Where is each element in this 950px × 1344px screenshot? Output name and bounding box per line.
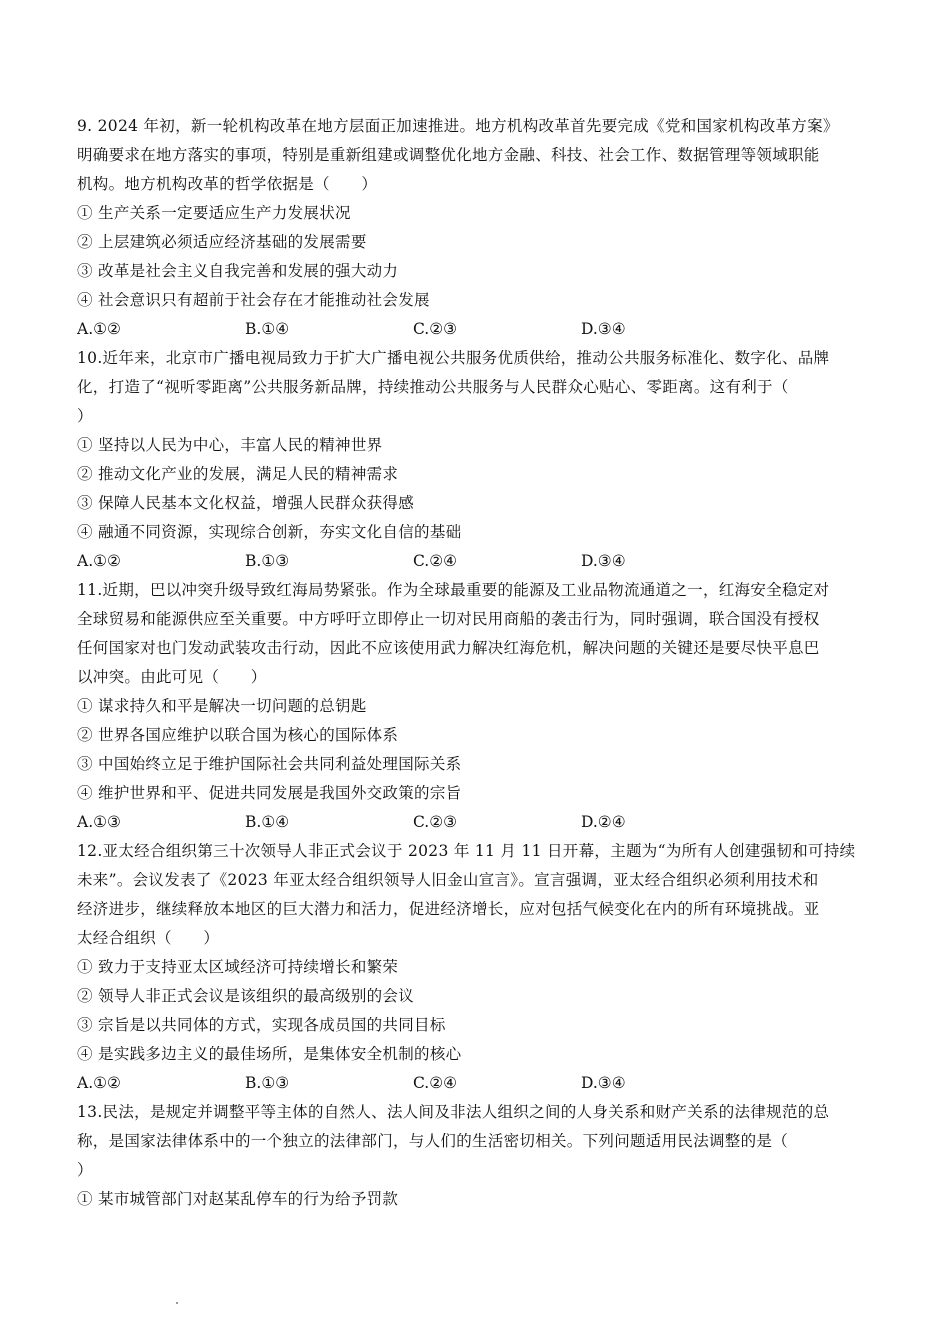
question-stem-line: 10.近年来，北京市广播电视局致力于扩大广播电视公共服务优质供给，推动公共服务标准化、数字化、品牌 [77, 349, 830, 367]
question-stem-line: 任何国家对也门发动武装攻击行动，因此不应该使用武力解决红海危机，解决问题的关键还是要尽快平息巴 [77, 639, 820, 657]
question-stem-line: ） [77, 407, 93, 425]
page-mark [176, 1302, 178, 1304]
statement-item: ③ 改革是社会主义自我完善和发展的强大动力 [77, 262, 399, 280]
option-a: A.①② [77, 320, 121, 338]
statement-item: ④ 维护世界和平、促进共同发展是我国外交政策的宗旨 [77, 784, 462, 802]
question-stem-line: 太经合组织（ ） [77, 929, 220, 947]
statement-item: ③ 中国始终立足于维护国际社会共同利益处理国际关系 [77, 755, 462, 773]
option-a: A.①② [77, 552, 121, 570]
question-12 [77, 837, 877, 1098]
option-b: B.①④ [245, 813, 290, 831]
question-13 [77, 1098, 877, 1214]
question-stem-line: ） [77, 1161, 93, 1179]
exam-page [77, 112, 877, 1214]
answer-options [77, 1069, 877, 1098]
question-stem-line: 未来”。会议发表了《2023 年亚太经合组织领导人旧金山宣言》。宣言强调，亚太经合组织必须利用技术和 [77, 871, 819, 889]
option-d: D.②④ [581, 813, 626, 831]
question-10 [77, 344, 877, 576]
option-d: D.③④ [581, 552, 626, 570]
question-11 [77, 576, 877, 837]
question-stem-line: 11.近期，巴以冲突升级导致红海局势紧张。作为全球最重要的能源及工业品物流通道之一，红海安全稳定对 [77, 581, 830, 599]
statement-item: ① 某市城管部门对赵某乱停车的行为给予罚款 [77, 1190, 399, 1208]
answer-options [77, 315, 877, 344]
option-c: C.②③ [413, 813, 458, 831]
statement-item: ③ 宗旨是以共同体的方式，实现各成员国的共同目标 [77, 1016, 446, 1034]
option-b: B.①③ [245, 552, 290, 570]
statement-item: ② 推动文化产业的发展，满足人民的精神需求 [77, 465, 399, 483]
question-stem-line: 称，是国家法律体系中的一个独立的法律部门，与人们的生活密切相关。下列问题适用民法调整的是（ [77, 1132, 789, 1150]
question-stem-line: 明确要求在地方落实的事项，特别是重新组建或调整优化地方金融、科技、社会工作、数据管理等领域职能 [77, 146, 820, 164]
option-b: B.①③ [245, 1074, 290, 1092]
answer-options [77, 547, 877, 576]
statement-item: ① 坚持以人民为中心，丰富人民的精神世界 [77, 436, 383, 454]
option-b: B.①④ [245, 320, 290, 338]
question-9 [77, 112, 877, 344]
statement-item: ④ 融通不同资源，实现综合创新，夯实文化自信的基础 [77, 523, 462, 541]
statement-item: ① 致力于支持亚太区域经济可持续增长和繁荣 [77, 958, 399, 976]
question-stem-line: 经济进步，继续释放本地区的巨大潜力和活力，促进经济增长，应对包括气候变化在内的所有环境挑战。亚 [77, 900, 820, 918]
statement-item: ① 谋求持久和平是解决一切问题的总钥匙 [77, 697, 367, 715]
question-stem-line: 13.民法，是规定并调整平等主体的自然人、法人间及非法人组织之间的人身关系和财产关系的法律规范的总 [77, 1103, 830, 1121]
question-stem-line: 机构。地方机构改革的哲学依据是（ ） [77, 175, 378, 193]
statement-item: ② 领导人非正式会议是该组织的最高级别的会议 [77, 987, 415, 1005]
option-c: C.②④ [413, 1074, 458, 1092]
statement-item: ② 世界各国应维护以联合国为核心的国际体系 [77, 726, 399, 744]
statement-item: ① 生产关系一定要适应生产力发展状况 [77, 204, 351, 222]
question-stem-line: 以冲突。由此可见（ ） [77, 668, 267, 686]
statement-item: ③ 保障人民基本文化权益，增强人民群众获得感 [77, 494, 415, 512]
option-c: C.②④ [413, 552, 458, 570]
statement-item: ② 上层建筑必须适应经济基础的发展需要 [77, 233, 367, 251]
option-a: A.①② [77, 1074, 121, 1092]
question-stem-line: 全球贸易和能源供应至关重要。中方呼吁立即停止一切对民用商船的袭击行为，同时强调，联合国没有授权 [77, 610, 820, 628]
question-stem-line: 化，打造了“视听零距离”公共服务新品牌，持续推动公共服务与人民群众心贴心、零距离。这有利于（ [77, 378, 789, 396]
question-stem-line: 9. 2024 年初，新一轮机构改革在地方层面正加速推进。地方机构改革首先要完成《党和国家机构改革方案》 [77, 117, 839, 135]
statement-item: ④ 是实践多边主义的最佳场所，是集体安全机制的核心 [77, 1045, 462, 1063]
option-a: A.①③ [77, 813, 121, 831]
option-d: D.③④ [581, 320, 626, 338]
answer-options [77, 808, 877, 837]
option-c: C.②③ [413, 320, 458, 338]
statement-item: ④ 社会意识只有超前于社会存在才能推动社会发展 [77, 291, 430, 309]
option-d: D.③④ [581, 1074, 626, 1092]
question-stem-line: 12.亚太经合组织第三十次领导人非正式会议于 2023 年 11 月 11 日开幕，主题为“为所有人创建强韧和可持续 [77, 842, 856, 860]
